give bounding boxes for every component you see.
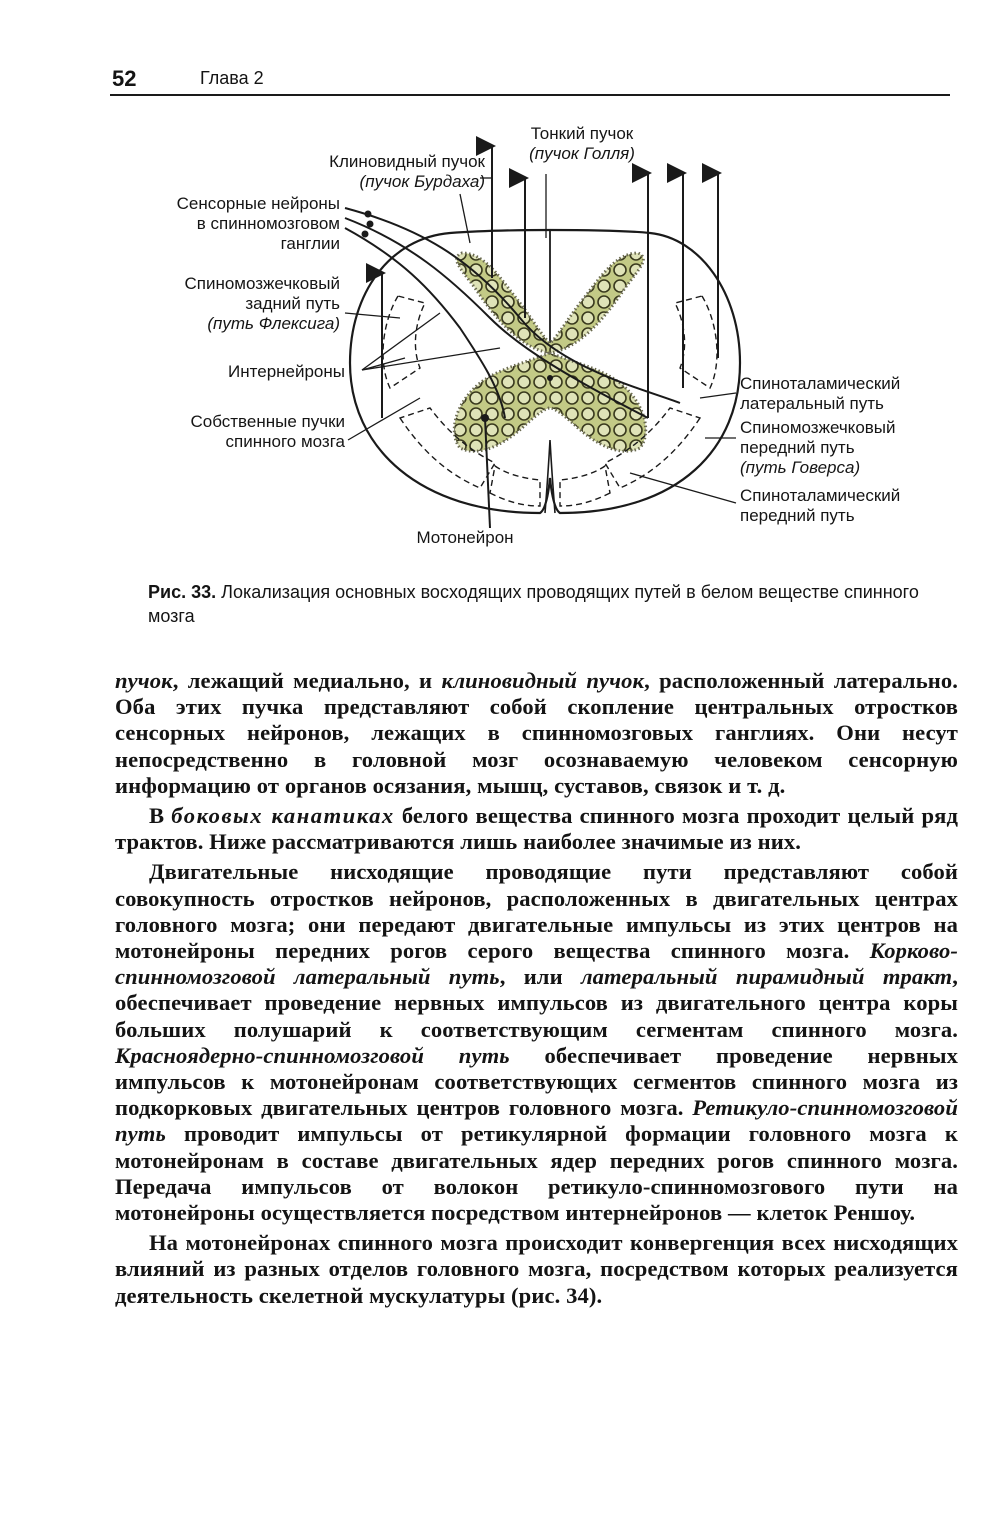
page-number: 52 xyxy=(112,66,137,91)
p3-segment: латеральный пирамидный тракт xyxy=(580,964,953,990)
paragraph-1 xyxy=(115,668,958,799)
p2-segment: белого вещества спинного мозга проходит целый ряд трактов. Ниже рассматриваются лишь наиболее значимые из них. xyxy=(115,803,959,855)
p1-segment: , расположенный латерально. Оба этих пучка представляют собой скопление центральных отростков сенсорных нейронов, лежащих в спинномозговых ганглиях. Они несут непосредственно в головной мозг осознаваемую человеком сенсорную информацию от органов осязания, мышц, суставов, связок и т. д. xyxy=(115,668,959,798)
p3-segment: Корково-спинномозговой латеральный путь xyxy=(115,938,958,990)
p3-segment: проводит импульсы от ретикулярной формации головного мозга к мотонейронам в составе двигательных ядер передних рогов спинного мозга. Передача импульсов от волокон ретикуло-спинномозгового пути на мотонейроны осуществляется посредством интернейронов — клеток Реншоу. xyxy=(115,1121,958,1226)
label-interneurons: Интернейроны xyxy=(228,362,345,381)
paragraph-4 xyxy=(115,1230,958,1309)
page-header xyxy=(110,60,950,96)
caption-text: Локализация основных восходящих проводящих путей в белом веществе спинного мозга xyxy=(148,582,919,626)
label-spinocerebellar-posterior: Спиномозжечковый задний путь (путь Флексига) xyxy=(184,274,340,333)
p2-segment: В xyxy=(149,803,172,829)
p3-segment: , обеспечивает проведение нервных импульсов из двигательного центра коры больших полушарий к соответствующим сегментам спинного мозга. xyxy=(115,964,958,1042)
label-sensory-neurons: Сенсорные нейроны в спинномозговом ганглии xyxy=(176,194,340,253)
p2-segment: боковых канатиках xyxy=(171,803,395,829)
p3-segment: обеспечивает проведение нервных импульсов к мотонейронам соответствующих сегментов спинного мозга из подкорковых двигательных центров головного мозга. xyxy=(115,1042,958,1121)
paragraph-3 xyxy=(115,859,958,1226)
figure-spinal-cord xyxy=(100,118,960,558)
label-own-bundles: Собственные пучки спинного мозга xyxy=(190,412,345,451)
p1-segment: пучок xyxy=(115,668,173,693)
label-spinocerebellar-anterior: Спиномозжечковый передний путь (путь Говерса) xyxy=(740,418,896,477)
caption-label: Рис. 33. xyxy=(148,582,217,602)
p1-segment: клиновидный пучок xyxy=(441,668,645,693)
p3-segment: Ретикуло-спинномозговой путь xyxy=(115,1095,958,1147)
label-motoneuron: Мотонейрон xyxy=(416,528,514,547)
paragraph-2 xyxy=(115,803,958,855)
label-thin-bundle: Тонкий пучок (пучок Голля) xyxy=(529,124,635,163)
label-wedge-bundle: Клиновидный пучок (пучок Бурдаха) xyxy=(329,152,485,191)
p3-segment: Двигательные нисходящие проводящие пути представляют собой совокупность отростков нейронов, расположенных в двигательных центрах головного мозга; они передают двигательные импульсы из этих центров на мотонейроны передних рогов серого вещества спинного мозга. xyxy=(115,859,958,964)
p1-segment: , лежащий медиально, и xyxy=(172,668,442,693)
p3-segment: Красноядерно-спинномозговой путь xyxy=(115,1042,510,1068)
label-spinothalamic-lateral: Спиноталамический латеральный путь xyxy=(740,374,901,413)
figure-caption xyxy=(148,580,948,628)
p3-segment: , или xyxy=(499,964,581,990)
body-text xyxy=(115,668,958,1313)
chapter-title: Глава 2 xyxy=(200,68,264,88)
p4-segment: На мотонейронах спинного мозга происходит конвергенция всех нисходящих влияний из разных отделов головного мозга, посредством которых реализуется деятельность скелетной мускулатуры (рис. 34). xyxy=(115,1230,958,1308)
label-spinothalamic-anterior: Спиноталамический передний путь xyxy=(740,486,901,525)
